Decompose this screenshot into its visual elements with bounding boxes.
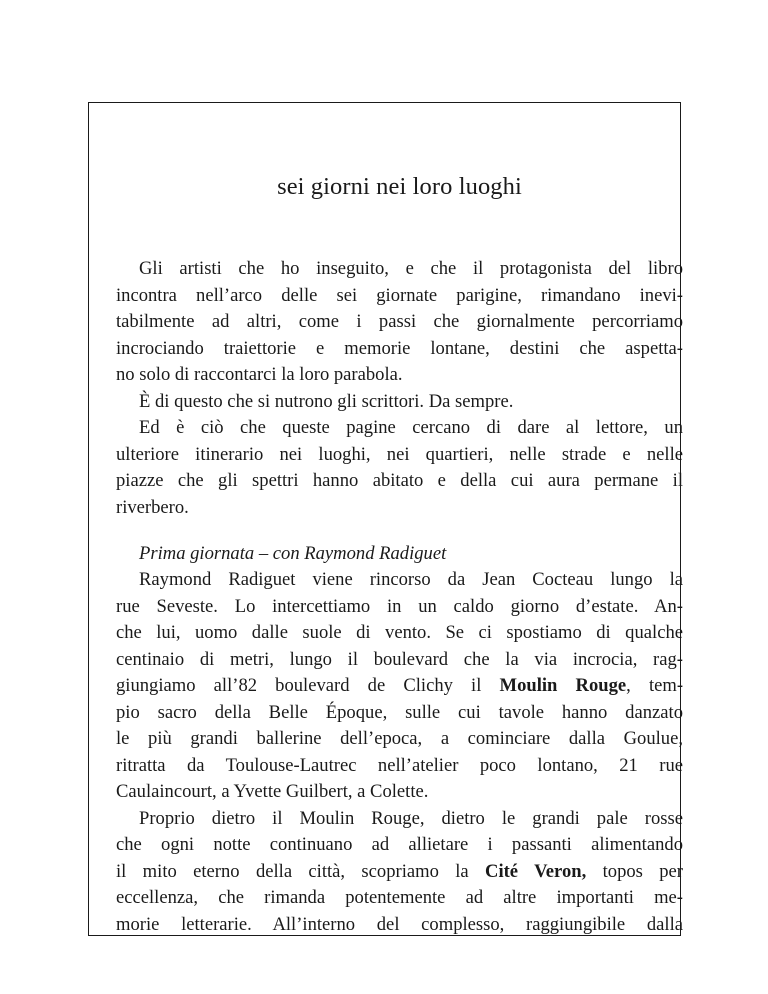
paragraph-line: tabilmente ad altri, come i passi che giornalmente percorriamo xyxy=(116,311,683,332)
section-heading: Prima giornata – con Raymond Radiguet xyxy=(139,543,447,564)
paragraph-line: ulteriore itinerario nei luoghi, nei quartieri, nelle strade e nelle xyxy=(116,444,683,465)
paragraph-line: riverbero. xyxy=(116,497,189,518)
paragraph-line: centinaio di metri, lungo il boulevard che la via incrocia, rag- xyxy=(116,649,683,670)
paragraph-line: ritratta da Toulouse-Lautrec nell’atelier poco lontano, 21 rue xyxy=(116,755,683,776)
place-name-cite-veron: Cité Veron, xyxy=(485,861,587,882)
paragraph-line: Ed è ciò che queste pagine cercano di dare al lettore, un xyxy=(139,417,683,438)
paragraph-line: che lui, uomo dalle suole di vento. Se ci spostiamo di qualche xyxy=(116,622,683,643)
text-run: giungiamo all’82 boulevard de Clichy il xyxy=(116,675,500,696)
paragraph-line: Gli artisti che ho inseguito, e che il protagonista del libro xyxy=(139,258,683,279)
paragraph-line: È di questo che si nutrono gli scrittori. Da sempre. xyxy=(139,391,514,412)
paragraph-line: incontra nell’arco delle sei giornate parigine, rimandano inevi- xyxy=(116,285,683,306)
place-name-moulin-rouge: Moulin Rouge xyxy=(499,675,627,696)
page-title: sei giorni nei loro luoghi xyxy=(277,173,522,200)
paragraph-line: Raymond Radiguet viene rincorso da Jean Cocteau lungo la xyxy=(139,569,683,590)
paragraph-line xyxy=(116,673,683,699)
paragraph-line: incrociando traiettorie e memorie lontane, destini che aspetta- xyxy=(116,338,683,359)
paragraph-line: piazze che gli spettri hanno abitato e della cui aura permane il xyxy=(116,470,683,491)
text-run: , tem- xyxy=(626,675,684,696)
text-run: topos per xyxy=(586,861,683,882)
paragraph-line: che ogni notte continuano ad allietare i passanti alimentando xyxy=(116,834,683,855)
paragraph-line xyxy=(116,859,683,885)
paragraph-line: no solo di raccontarci la loro parabola. xyxy=(116,364,403,385)
text-run: il mito eterno della città, scopriamo la xyxy=(116,861,486,882)
paragraph-line: le più grandi ballerine dell’epoca, a cominciare dalla Goulue, xyxy=(116,728,683,749)
paragraph-line: eccellenza, che rimanda potentemente ad altre importanti me- xyxy=(116,887,683,908)
paragraph-line: Proprio dietro il Moulin Rouge, dietro le grandi pale rosse xyxy=(139,808,683,829)
paragraph-line: Caulaincourt, a Yvette Guilbert, a Colette. xyxy=(116,781,429,802)
paragraph-line: rue Seveste. Lo intercettiamo in un caldo giorno d’estate. An- xyxy=(116,596,683,617)
paragraph-line: pio sacro della Belle Époque, sulle cui tavole hanno danzato xyxy=(116,702,683,723)
paragraph-line: morie letterarie. All’interno del complesso, raggiungibile dalla xyxy=(116,914,683,935)
